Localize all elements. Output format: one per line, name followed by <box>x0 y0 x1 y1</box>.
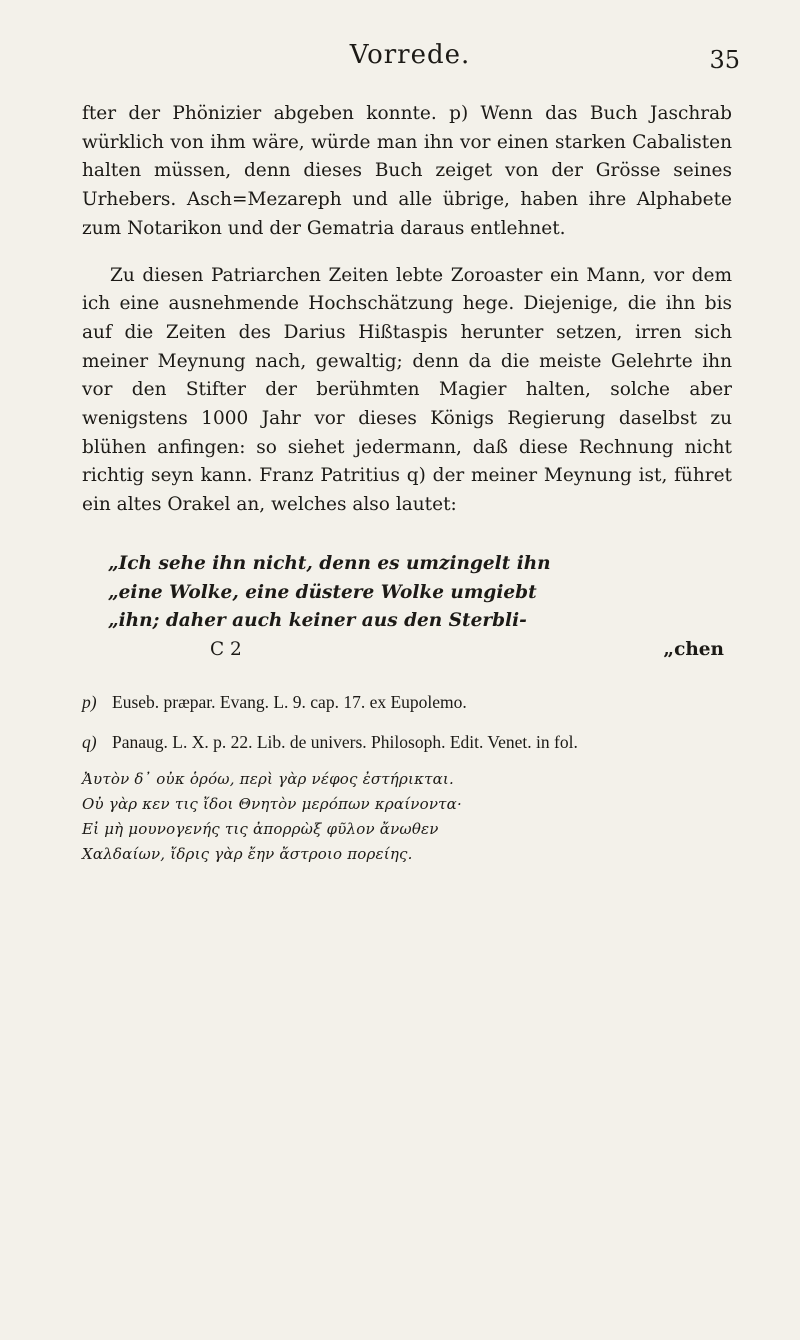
catchword: „chen <box>663 638 724 660</box>
running-head: Vorrede. <box>349 40 471 70</box>
footnote-mark: q) <box>82 731 97 752</box>
quote-line: „eine Wolke, eine düstere Wolke umgiebt <box>108 581 537 603</box>
footnotes <box>82 689 732 867</box>
signature-line <box>210 636 724 665</box>
oracle-quote <box>108 550 732 636</box>
signature-mark: C 2 <box>210 638 242 660</box>
footnote-text: Panaug. L. X. p. 22. Lib. de univers. Philosoph. Edit. Venet. in fol. <box>112 731 578 752</box>
paragraph-1: fter der Phönizier abgeben konnte. p) Wenn das Buch Jaschrab würklich von ihm wäre, würde man ihn vor einen starken Cabalisten halten müssen, denn dieses Buch zeiget von der Grösse seines Urhebers. Asch=Mezareph und alle übrige, haben ihre Alphabete zum Notarikon und der Gematria daraus entlehnet. <box>82 103 732 239</box>
paragraph-2: Zu diesen Patriarchen Zeiten lebte Zoroaster ein Mann, vor dem ich eine ausnehmende Hochschätzung hege. Diejenige, die ihn bis auf die Zeiten des Darius Hißtaspis herunter setzen, irren sich meiner Meynung nach, gewaltig; denn da die meiste Gelehrte ihn vor den Stifter der berühmten Magier halten, solche aber wenigstens 1000 Jahr vor dieses Königs Regierung daselbst zu blühen anfingen: so siehet jedermann, daß diese Rechnung nicht richtig seyn kann. Franz Patritius q) der meiner Meynung ist, führet ein altes Orakel an, welches also lautet: <box>82 264 732 516</box>
greek-line: Ἀυτὸν δ᾽ οὐκ ὁρόω, περὶ γὰρ νέφος ἐστήρικται. <box>82 769 454 788</box>
quote-line: „Ich sehe ihn nicht, denn es umzingelt ihn <box>108 552 551 574</box>
greek-line: Εἰ μὴ μουνογενής τις ἀπορρὼξ φῦλον ἄνωθεν <box>82 819 439 838</box>
page-number: 35 <box>709 46 740 74</box>
footnote-text: Euseb. præpar. Evang. L. 9. cap. 17. ex Eupolemo. <box>112 691 467 712</box>
footnote <box>82 729 732 755</box>
footnote <box>82 689 732 715</box>
page-header <box>80 40 740 80</box>
quote-line: „ihn; daher auch keiner aus den Sterbli- <box>108 610 527 632</box>
greek-line: Χαλδαίων, ἴδρις γὰρ ἔην ἄστροιο πορείης. <box>82 844 413 863</box>
greek-verse <box>82 767 732 867</box>
body-text <box>82 100 732 867</box>
footnote-mark: p) <box>82 691 97 712</box>
greek-line: Οὐ γὰρ κεν τις ἴδοι Θνητὸν μερόπων κραίνοντα· <box>82 794 462 813</box>
